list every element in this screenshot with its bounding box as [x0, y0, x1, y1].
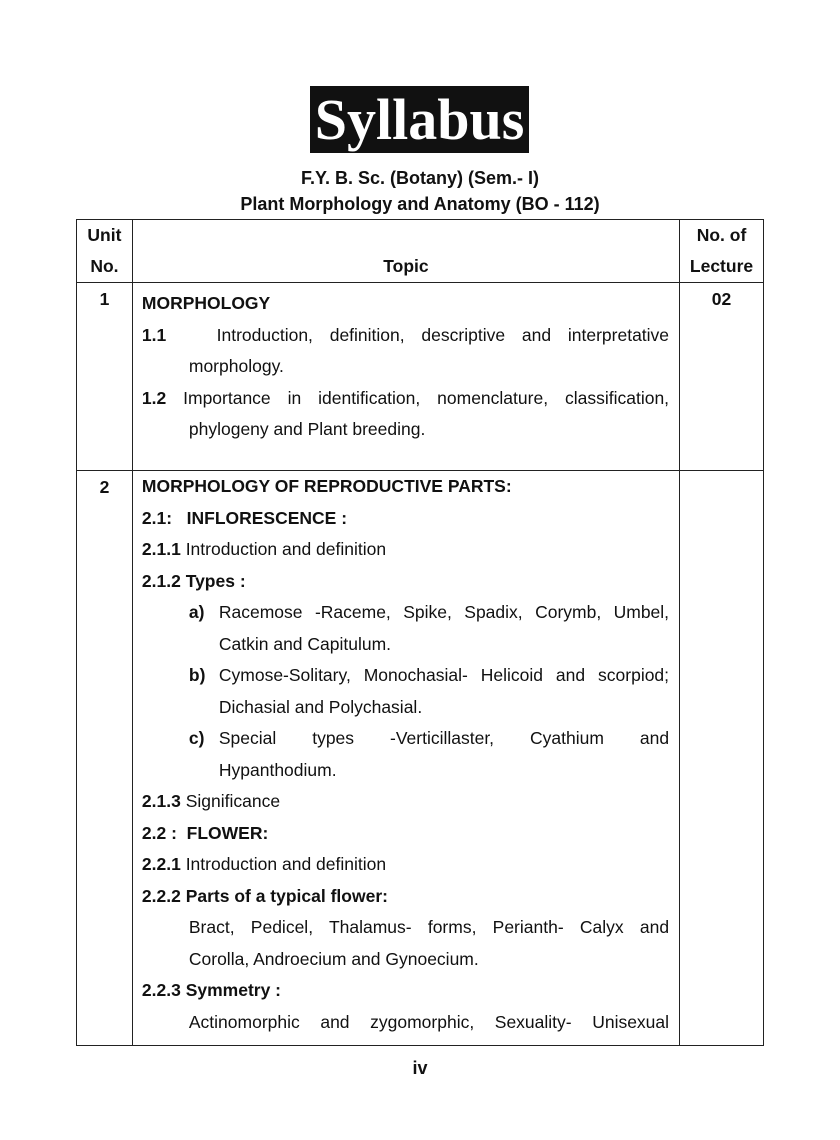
item-number: 2.2.2: [141, 885, 181, 906]
topic-item: [142, 975, 669, 1007]
section-heading: [142, 503, 669, 535]
unit-number: 1: [77, 283, 133, 471]
page-number: iv: [412, 1058, 428, 1078]
item-number: 1.1: [141, 324, 167, 345]
type-text-line: Special types -Verticillaster, Cyathium and: [218, 728, 670, 748]
item-number: 2.1.3: [141, 791, 181, 811]
item-description: Bract, Pedicel, Thalamus- forms, Perianth- Calyx and: [188, 917, 670, 937]
item-text: Importance in identification, nomenclature, classification,: [183, 387, 670, 408]
type-item: [142, 723, 669, 786]
header-unit-line1: Unit: [87, 225, 122, 245]
course-subtitle: F.Y. B. Sc. (Botany) (Sem.- I): [300, 168, 540, 188]
type-label: b): [188, 665, 206, 685]
table-row: [77, 283, 764, 471]
header-topic: Topic: [132, 220, 679, 283]
type-text: [219, 597, 669, 660]
topic-item: [142, 320, 669, 352]
unit-number: 2: [77, 471, 133, 1046]
header-unit-line2: No.: [90, 256, 119, 276]
item-text: Symmetry :: [185, 980, 282, 1000]
topic-item: [142, 786, 669, 818]
section-title: FLOWER:: [186, 822, 269, 843]
unit-heading: MORPHOLOGY OF REPRODUCTIVE PARTS:: [141, 476, 512, 496]
section-title: INFLORESCENCE :: [186, 507, 348, 528]
topic-item: [142, 383, 669, 415]
section-number: 2.1:: [141, 507, 173, 528]
section-heading: [142, 818, 669, 850]
item-text-cont: phylogeny and Plant breeding.: [188, 419, 426, 439]
item-number: 2.1.1: [141, 539, 181, 559]
type-text-line: Dichasial and Polychasial.: [218, 696, 423, 717]
item-description: Corolla, Androecium and Gynoecium.: [188, 948, 479, 969]
item-text: Introduction, definition, descriptive and interpretative: [216, 324, 670, 345]
type-text-line: Cymose-Solitary, Monochasial- Helicoid and scorpiod;: [218, 665, 670, 685]
header-lectures: [680, 220, 764, 283]
lecture-count: [680, 471, 764, 1046]
item-number: 1.2: [141, 387, 167, 408]
lecture-count: 02: [680, 283, 764, 471]
type-text-line: Catkin and Capitulum.: [218, 633, 392, 654]
item-text: Introduction and definition: [185, 539, 387, 559]
table-row: [77, 471, 764, 1046]
unit-heading: MORPHOLOGY: [141, 293, 271, 313]
topic-cell: [132, 283, 679, 471]
topic-item: [142, 881, 669, 913]
type-text-line: Hypanthodium.: [218, 759, 337, 780]
type-text-line: Racemose -Raceme, Spike, Spadix, Corymb, Umbel,: [218, 602, 670, 622]
item-text: Introduction and definition: [185, 854, 387, 874]
item-number: 2.2.1: [141, 854, 181, 874]
type-text: [219, 660, 669, 723]
type-item: [142, 660, 669, 723]
syllabus-title: Syllabus: [310, 86, 529, 153]
item-number: 2.2.3: [141, 980, 181, 1000]
type-item: [142, 597, 669, 660]
header-lecture-line1: No. of: [696, 225, 747, 245]
item-text: Parts of a typical flower:: [185, 885, 388, 906]
item-text: Types :: [185, 570, 246, 591]
topic-cell: [132, 471, 679, 1046]
item-text: Significance: [185, 791, 281, 811]
type-label: c): [188, 728, 205, 748]
type-text: [219, 723, 669, 786]
paper-title: Plant Morphology and Anatomy (BO - 112): [240, 194, 600, 214]
syllabus-table: [76, 219, 764, 1046]
table-header-row: [77, 220, 764, 283]
topic-item: [142, 849, 669, 881]
topic-item: [142, 534, 669, 566]
item-text-cont: morphology.: [188, 356, 284, 376]
item-number: 2.1.2: [141, 570, 181, 591]
item-description: Actinomorphic and zygomorphic, Sexuality- Unisexual: [188, 1011, 670, 1032]
section-number: 2.2 :: [141, 822, 177, 843]
topic-item: [142, 566, 669, 598]
type-label: a): [188, 602, 205, 622]
header-unit-no: [77, 220, 133, 283]
header-lecture-line2: Lecture: [689, 256, 754, 276]
